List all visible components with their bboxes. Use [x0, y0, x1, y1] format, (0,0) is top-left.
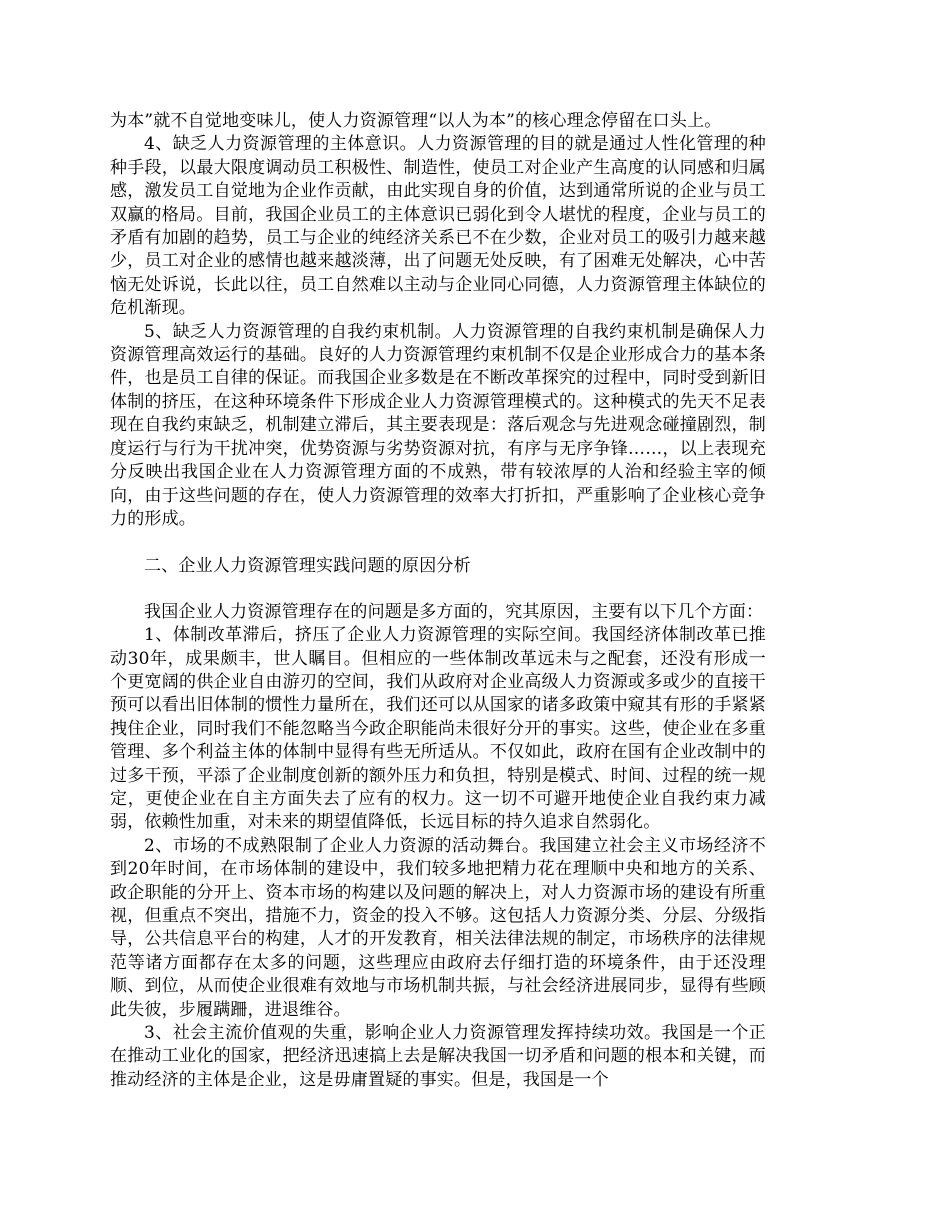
point-4-paragraph: 4、缺乏人力资源管理的主体意识。人力资源管理的目的就是通过人性化管理的种种手段，以最大限度调动员工积极性、制造性，使员工对企业产生高度的认同感和归属感，激发员工自觉地为企业作贡献，由此实现自身的价值，达到通常所说的企业与员工双赢的格局。目前，我国企业员工的主体意识已弱化到令人堪忧的程度，企业与员工的矛盾有加剧的趋势，员工与企业的纯经济关系已不在少数，企业对员工的吸引力越来越少，员工对企业的感情也越来越淡薄，出了问题无处反映，有了困难无处解决，心中苦恼无处诉说，长此以往，员工自然难以主动与企业同心同德，人力资源管理主体缺位的危机渐现。	[110, 134, 766, 319]
intro-paragraph: 我国企业人力资源管理存在的问题是多方面的，究其原因，主要有以下几个方面：	[144, 601, 764, 622]
section-heading: 二、企业人力资源管理实践问题的原因分析	[144, 556, 471, 577]
continuation-paragraph: 为本”就不自觉地变味儿，使人力资源管理“以人为本”的核心理念停留在口头上。	[110, 111, 722, 131]
point-5-paragraph: 5、缺乏人力资源管理的自我约束机制。人力资源管理的自我约束机制是确保人力资源管理高效运行的基础。良好的人力资源管理约束机制不仅是企业形成合力的基本条件，也是员工自律的保证。而我国企业多数是在不断改革探究的过程中，同时受到新旧体制的挤压，在这种环境条件下形成企业人力资源管理模式的。这种模式的先天不足表现在自我约束缺乏，机制建立滞后，其主要表现是：落后观念与先进观念碰撞剧烈，制度运行与行为干扰冲突，优势资源与劣势资源对抗，有序与无序争锋……，以上表现充分反映出我国企业在人力资源管理方面的不成熟，带有较浓厚的人治和经验主宰的倾向，由于这些问题的存在，使人力资源管理的效率大打折扣，严重影响了企业核心竞争力的形成。	[110, 321, 766, 529]
cause-1-paragraph: 1、体制改革滞后，挤压了企业人力资源管理的实际空间。我国经济体制改革已推动30年，成果颇丰，世人瞩目。但相应的一些体制改革远未与之配套，还没有形成一个更宽阔的供企业自由游刃的空间，我们从政府对企业高级人力资源或多或少的直接干预可以看出旧体制的惯性力量所在，我们还可以从国家的诸多政策中窥其有形的手紧紧拽住企业，同时我们不能忽略当今政企职能尚未很好分开的事实。这些，使企业在多重管理、多个利益主体的体制中显得有些无所适从。不仅如此，政府在国有企业改制中的过多干预，平添了企业制度创新的额外压力和负担，特别是模式、时间、过程的统一规定，更使企业在自主方面失去了应有的权力。这一切不可避开地使企业自我约束力减弱，依赖性加重，对未来的期望值降低，长远目标的持久追求自然弱化。	[110, 625, 766, 833]
cause-3-paragraph: 3、社会主流价值观的失重，影响企业人力资源管理发挥持续功效。我国是一个正在推动工业化的国家，把经济迅速搞上去是解决我国一切矛盾和问题的根本和关键，而推动经济的主体是企业，这是毋庸置疑的事实。但是，我国是一个	[110, 1023, 766, 1090]
cause-2-paragraph: 2、市场的不成熟限制了企业人力资源的活动舞台。我国建立社会主义市场经济不到20年时间，在市场体制的建设中，我们较多地把精力花在理顺中央和地方的关系、政企职能的分开上、资本市场的构建以及问题的解决上，对人力资源市场的建设有所重视，但重点不突出，措施不力，资金的投入不够。这包括人力资源分类、分层、分级指导，公共信息平台的构建，人才的开发教育，相关法律法规的制定，市场秩序的法律规范等诸方面都存在太多的问题，这些理应由政府去仔细打造的环境条件，由于还没理顺、到位，从而使企业很难有效地与市场机制共振，与社会经济进展同步，显得有些顾此失彼，步履蹒跚，进退维谷。	[110, 835, 766, 1020]
document-page	[110, 110, 766, 1092]
